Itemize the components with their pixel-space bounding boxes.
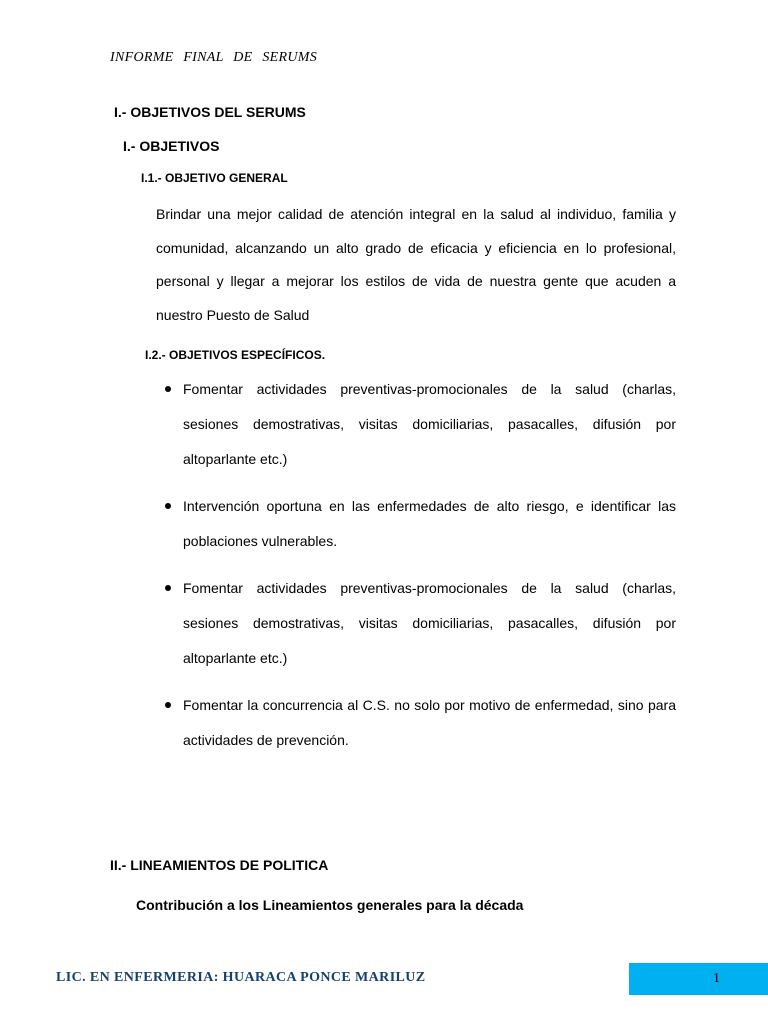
bullet-icon: [165, 386, 171, 392]
footer-author: LIC. EN ENFERMERIA: HUARACA PONCE MARILUZ: [56, 970, 426, 985]
list-item-text: Fomentar la concurrencia al C.S. no solo por motivo de enfermedad, sino para actividades de prevención.: [183, 697, 676, 748]
list-item-text: Intervención oportuna en las enfermedades de alto riesgo, e identificar las poblaciones vulnerables.: [183, 498, 676, 549]
list-item: [160, 489, 676, 559]
subheading-objetivos: I.- OBJETIVOS: [123, 138, 220, 154]
page-number-box: [629, 963, 768, 995]
list-item: [160, 571, 676, 676]
heading-objetivos-especificos: I.2.- OBJETIVOS ESPECÍFICOS.: [145, 348, 326, 362]
section-heading-lineamientos: II.- LINEAMIENTOS DE POLITICA: [110, 857, 329, 873]
bullet-icon: [165, 585, 171, 591]
list-item: [160, 372, 676, 477]
section-heading-objetivos-serums: I.- OBJETIVOS DEL SERUMS: [114, 104, 306, 120]
page-number: 1: [713, 971, 720, 986]
document-header-title: INFORME FINAL DE SERUMS: [110, 50, 318, 65]
heading-objetivo-general: I.1.- OBJETIVO GENERAL: [141, 171, 288, 185]
objetivos-especificos-list: [160, 372, 676, 770]
bullet-icon: [165, 702, 171, 708]
list-item: [160, 688, 676, 758]
objetivo-general-paragraph: Brindar una mejor calidad de atención integral en la salud al individuo, familia y comunidad, alcanzando un alto grado de eficacia y eficiencia en lo profesional, personal y llegar a mejorar los estilos de vida de nuestra gente que acuden a nuestro Puesto de Salud: [156, 206, 676, 323]
subheading-contribucion: Contribución a los Lineamientos generales para la década: [136, 897, 524, 913]
bullet-icon: [165, 503, 171, 509]
list-item-text: Fomentar actividades preventivas-promocionales de la salud (charlas, sesiones demostrativas, visitas domiciliarias, pasacalles, difusión por altoparlante etc.): [183, 580, 676, 666]
list-item-text: Fomentar actividades preventivas-promocionales de la salud (charlas, sesiones demostrativas, visitas domiciliarias, pasacalles, difusión por altoparlante etc.): [183, 381, 676, 467]
